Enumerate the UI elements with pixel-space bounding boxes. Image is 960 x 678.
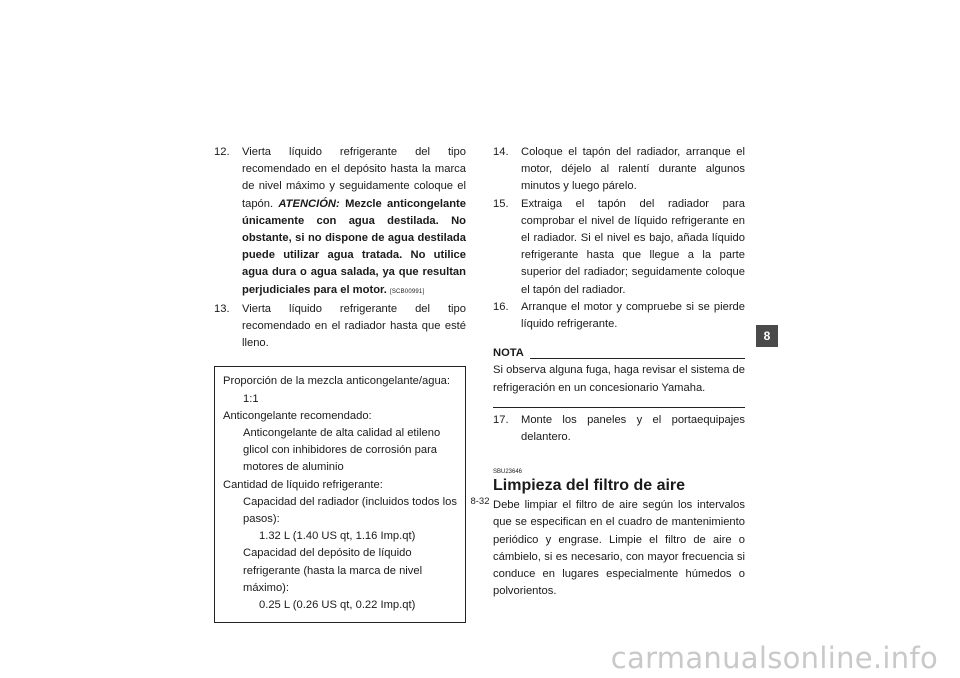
step-text: Coloque el tapón del radiador, arranque el motor, déjelo al ralentí durante algunos minutos y luego párelo.	[521, 146, 745, 193]
step-16	[493, 299, 745, 333]
nota-title: NOTA	[493, 347, 524, 360]
spec-radiator-label: Capacidad del radiador (incluidos todos los pasos):	[243, 495, 457, 526]
section-title: Limpieza del filtro de aire	[493, 477, 686, 495]
spec-radiator-value: 1.32 L (1.40 US qt, 1.16 Imp.qt)	[259, 530, 416, 543]
spec-ratio-value: 1:1	[243, 392, 259, 405]
step-text: Vierta líquido refrigerante del tipo recomendado en el radiador hasta que esté lleno.	[242, 302, 466, 350]
warning-text: Mezcle anticongelante únicamente con agua destilada. No obstante, si no dispone de agua destilada puede utilizar agua tratada. No utilice agua dura o agua salada, ya que resultan perjudiciales para el motor.	[242, 197, 467, 296]
nota-rule	[530, 357, 745, 359]
left-column	[214, 144, 466, 623]
step-12	[214, 144, 466, 301]
step-number: 16.	[493, 300, 509, 313]
watermark: carmanualsonline.info	[610, 641, 938, 675]
step-text: Extraiga el tapón del radiador para comprobar el nivel de líquido refrigerante en el radiador. Si el nivel es bajo, añada líquido refrigerante hasta que llegue a la parte superior del radiador; seguidamente coloque el tapón del radiador.	[521, 197, 745, 296]
step-text: Arranque el motor y compruebe si se pierde líquido refrigerante.	[521, 300, 745, 331]
step-number: 13.	[214, 302, 230, 315]
step-number: 17.	[493, 413, 509, 426]
spec-antifreeze-label: Anticongelante recomendado:	[223, 409, 372, 422]
step-14	[493, 144, 745, 196]
step-number: 14.	[493, 146, 509, 158]
warning-label: ATENCIÓN:	[278, 197, 340, 210]
spec-reservoir-value: 0.25 L (0.26 US qt, 0.22 Imp.qt)	[259, 599, 416, 612]
nota-header	[493, 345, 745, 362]
spec-ratio-label: Proporción de la mezcla anticongelante/agua:	[223, 375, 451, 388]
step-text: Monte los paneles y el portaequipajes delantero.	[521, 413, 745, 444]
section-text: Debe limpiar el filtro de aire según los intervalos que se especifican en el cuadro de mantenimiento periódico y engrase. Limpie el filtro de aire o cámbielo, si es necesario, con mayor frecuencia si conduce en lugares especialmente húmedos o polvorientos.	[493, 499, 745, 598]
nota-block	[493, 345, 745, 408]
nota-text: Si observa alguna fuga, haga revisar el sistema de refrigeración en un concesionario Yamaha.	[493, 364, 745, 394]
step-number: 12.	[214, 146, 230, 158]
warning-code: [SCB00991]	[389, 288, 425, 295]
page-number: 8-32	[470, 496, 490, 507]
step-number: 15.	[493, 197, 509, 210]
step-13	[214, 301, 466, 353]
section-code: SBU23646	[493, 469, 523, 476]
spec-antifreeze-value: Anticongelante de alta calidad al etileno glicol con inhibidores de corrosión para motores de aluminio	[243, 427, 441, 474]
spec-quantity-label: Cantidad de líquido refrigerante:	[223, 478, 383, 491]
step-text: Vierta líquido refrigerante del tipo recomendado en el depósito hasta la marca de nivel máximo y seguidamente coloque el tapón. ATENCIÓN: Mezcle anticongelante únicamente con agua destilada. No obstante, si no dispone de agua destilada puede utilizar agua tratada. No utilice agua dura o agua salada, ya que resultan perjudiciales para el motor. [SCB00991]	[242, 146, 467, 296]
chapter-tab: 8	[756, 325, 778, 347]
coolant-spec-box	[214, 366, 466, 623]
spec-reservoir-label: Capacidad del depósito de líquido refrigerante (hasta la marca de nivel máximo):	[243, 547, 423, 594]
step-15	[493, 196, 745, 299]
right-column	[493, 144, 745, 600]
step-17	[493, 412, 745, 446]
